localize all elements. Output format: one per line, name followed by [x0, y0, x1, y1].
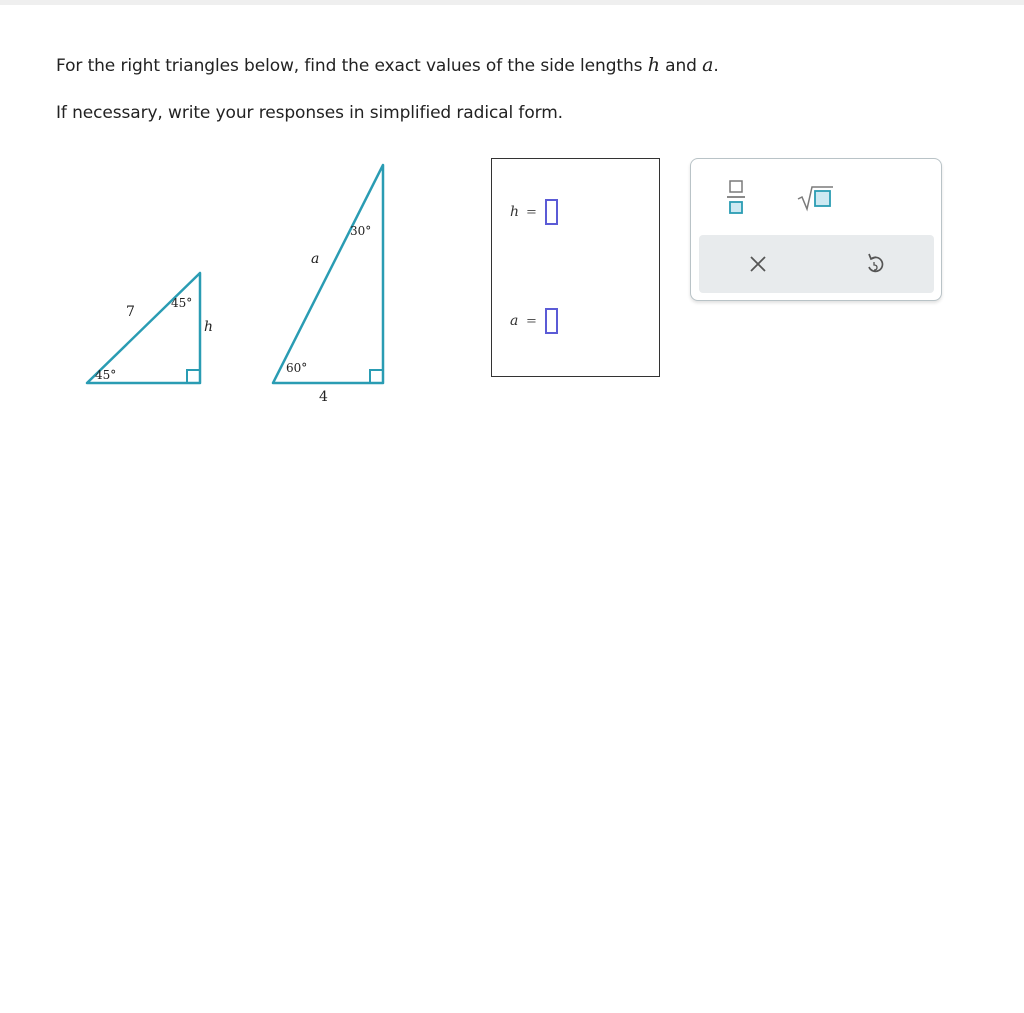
- math-toolbar: [690, 158, 942, 301]
- label-a: a: [311, 251, 320, 267]
- label-top-angle: 45°: [171, 296, 193, 310]
- label-60-angle: 60°: [286, 361, 308, 375]
- label-h: h: [204, 319, 214, 335]
- undo-icon: [865, 253, 885, 275]
- close-icon: [749, 255, 767, 273]
- label-bottom-angle: 45°: [95, 368, 117, 382]
- label-seven: 7: [126, 304, 135, 320]
- answer-label-a: a: [510, 313, 519, 329]
- equals-sign: =: [526, 204, 537, 220]
- clear-button[interactable]: [703, 235, 813, 293]
- answer-row-h: [510, 199, 558, 225]
- var-a: a: [702, 54, 714, 76]
- prompt-text-1: For the right triangles below, find the exact values of the side lengths: [56, 56, 648, 76]
- equals-sign: =: [526, 313, 537, 329]
- top-strip: [0, 0, 1024, 5]
- var-h: h: [647, 54, 660, 76]
- square-root-button[interactable]: [793, 179, 837, 215]
- toolbar-actions: [699, 235, 934, 293]
- triangle-45-45-90: [80, 265, 220, 395]
- fraction-icon: [725, 179, 747, 215]
- triangle-30-60-90: [265, 155, 395, 410]
- prompt-line-1: [56, 54, 719, 76]
- answer-row-a: [510, 308, 558, 334]
- fraction-button[interactable]: [719, 177, 753, 217]
- label-four: 4: [319, 389, 328, 405]
- undo-button[interactable]: [820, 235, 930, 293]
- answer-panel: [491, 158, 660, 377]
- prompt-text-3: .: [713, 56, 719, 76]
- square-root-icon: [795, 182, 835, 212]
- a-answer-input[interactable]: [545, 308, 558, 334]
- answer-label-h: h: [510, 204, 520, 220]
- prompt-text-2: and: [659, 56, 703, 76]
- label-30-angle: 30°: [350, 224, 372, 238]
- prompt-line-2: If necessary, write your responses in simplified radical form.: [56, 103, 563, 123]
- h-answer-input[interactable]: [545, 199, 558, 225]
